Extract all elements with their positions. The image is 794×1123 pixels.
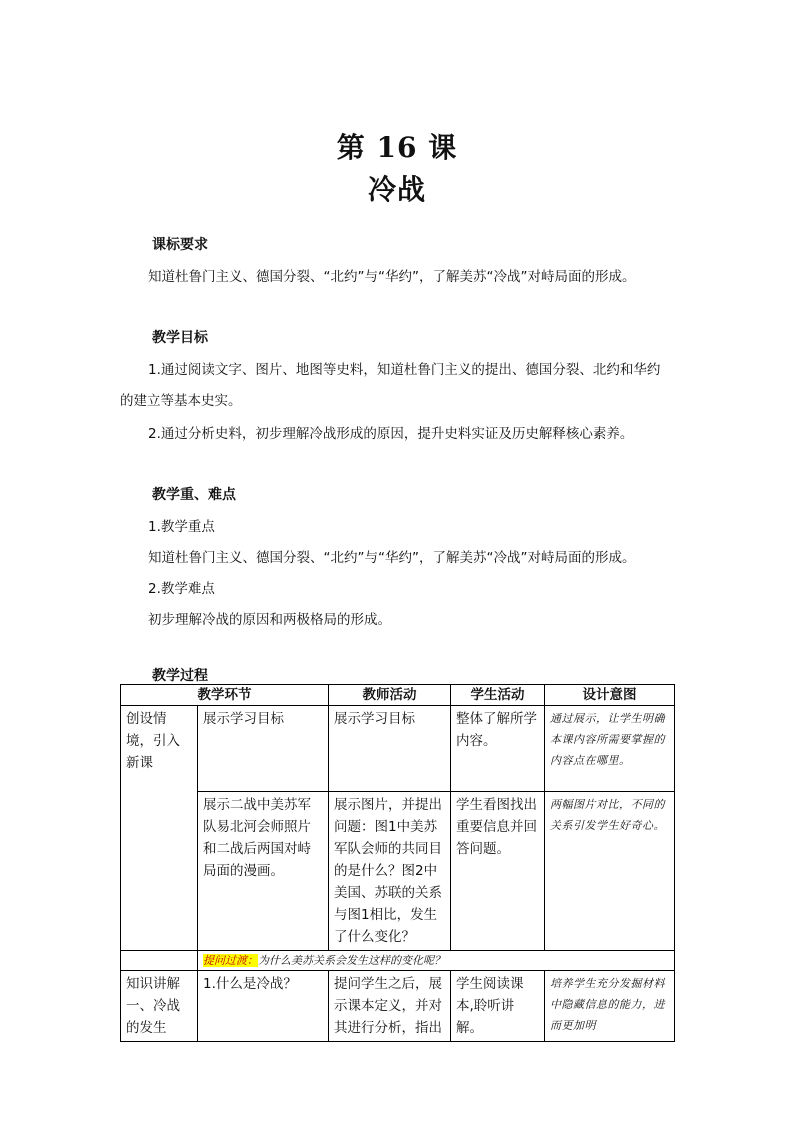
design-intent-cell: 培养学生充分发掘材料中隐藏信息的能力，进而更加明 (545, 971, 675, 1042)
table-row (121, 971, 675, 1042)
lesson-number-title: 第 16 课 (336, 131, 458, 164)
student-activity-cell: 整体了解所学内容。 (451, 706, 545, 792)
table-row (121, 792, 675, 951)
teaching-process-table (120, 684, 675, 1042)
student-activity-cell: 学生看图找出重要信息并回答问题。 (451, 792, 545, 951)
stage-cell: 知识讲解一、冷战的发生 (121, 971, 198, 1042)
design-intent-cell: 通过展示，让学生明确本课内容所需要掌握的内容点在哪里。 (545, 706, 675, 792)
transition-question: 为什么美苏关系会发生这样的变化呢？ (258, 954, 445, 967)
transition-label: 提问过渡： (203, 954, 258, 967)
objective-2: 2.通过分析史料，初步理解冷战形成的原因，提升史料实证及历史解释核心素养。 (148, 426, 634, 442)
key-points-heading: 教学重、难点 (152, 487, 236, 503)
difficulty-text: 初步理解冷战的原因和两极格局的形成。 (148, 612, 391, 628)
focus-label: 1.教学重点 (148, 519, 215, 535)
student-activity-cell: 学生阅读课本,聆听讲解。 (451, 971, 545, 1042)
column-header-teacher: 教师活动 (329, 685, 451, 706)
lesson-title: 冷战 (367, 173, 426, 206)
design-intent-cell: 两幅图片对比，不同的关系引发学生好奇心。 (545, 792, 675, 951)
content-cell: 展示二战中美苏军队易北河会师照片和二战后两国对峙局面的漫画。 (198, 792, 329, 951)
transition-cell (198, 951, 675, 971)
stage-cell: 创设情境，引入新课 (121, 706, 198, 951)
standards-heading: 课标要求 (152, 237, 208, 253)
difficulty-label: 2.教学难点 (148, 581, 215, 597)
column-header-student: 学生活动 (451, 685, 545, 706)
empty-cell (121, 951, 198, 971)
table-row (121, 706, 675, 792)
standards-text: 知道杜鲁门主义、德国分裂、“北约”与“华约”，了解美苏“冷战”对峙局面的形成。 (148, 269, 636, 285)
column-header-intent: 设计意图 (545, 685, 675, 706)
objective-1-line-1: 1.通过阅读文字、图片、地图等史料，知道杜鲁门主义的提出、德国分裂、北约和华约 (148, 362, 661, 378)
teacher-activity-cell: 展示图片，并提出问题：图1中美苏军队会师的共同目的是什么？图2中美国、苏联的关系与图1相比，发生了什么变化？ (329, 792, 451, 951)
content-cell: 1.什么是冷战？ (198, 971, 329, 1042)
teacher-activity-cell: 提问学生之后，展示课本定义，并对其进行分析，指出 (329, 971, 451, 1042)
column-header-stage: 教学环节 (121, 685, 329, 706)
content-cell: 展示学习目标 (198, 706, 329, 792)
focus-text: 知道杜鲁门主义、德国分裂、“北约”与“华约”，了解美苏“冷战”对峙局面的形成。 (148, 550, 636, 566)
objectives-heading: 教学目标 (152, 330, 208, 346)
teacher-activity-cell: 展示学习目标 (329, 706, 451, 792)
transition-row (121, 951, 675, 971)
table-header-row (121, 685, 675, 706)
objective-1-line-2: 的建立等基本史实。 (120, 393, 242, 409)
process-heading: 教学过程 (152, 668, 208, 684)
